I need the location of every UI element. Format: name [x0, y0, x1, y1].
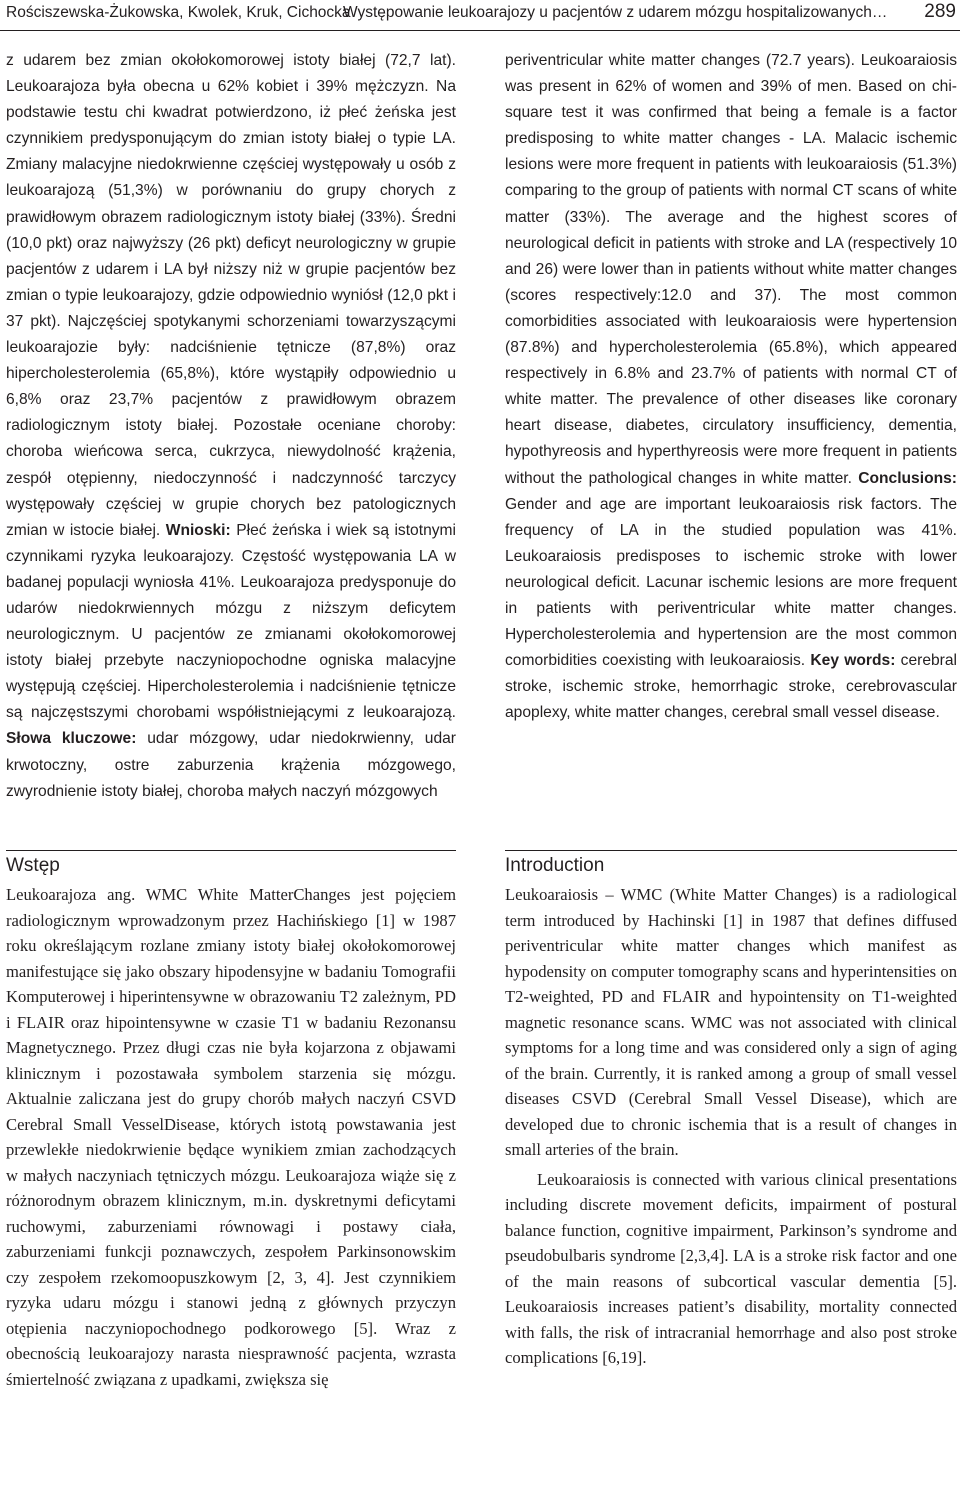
keywords-label-pl: Słowa kluczowe: [6, 730, 137, 748]
section-title-wstep: Wstęp [6, 855, 60, 876]
abstract-english [505, 48, 957, 726]
header-rule [0, 30, 960, 31]
keywords-text-en: cerebral stroke, ischemic stroke, hemorrhagic stroke, cerebrovascular apoplexy, white matter changes, cerebral small vessel disease. [505, 652, 958, 722]
abstract-results-pl-text: z udarem bez zmian okołokomorowej istoty białej (72,7 lat). Leukoarajoza była obecna u 62% kobiet i 39% mężczyzn. Na podstawie testu chi kwadrat potwierdzono, iż płeć żeńska jest czynnikiem predysponującym do zmian istoty białej o typie LA. Zmiany malacyjne niedokrwienne częściej występowały u osób z leukoarajozą (51,3%) w porównaniu do grupy chorych z prawidłowym obrazem radiologicznym istoty białej (33%). Średni (10,0 pkt) oraz najwyższy (26 pkt) deficyt neurologiczny w grupie pacjentów z udarem i LA był niższy niż w grupie pacjentów bez zmian o typie leukoarajozy, gdzie odpowiednio wyniósł (12,0 pkt i 37 pkt). Najczęściej spotykanymi schorzeniami towarzyszącymi leukoarajozie były: nadciśnienie tętnicze (87,8%) oraz hipercholesterolemia (65,8%), które wystąpiły odpowiednio u 6,8% oraz 23,7% pacjentów z prawidłowym obrazem radiologicznym istoty białej. Pozostałe oceniane choroby: choroba wieńcowa serca, cukrzyca, niewydolność krążenia, zespół otępienny, niedoczynność i nadczynność tarczycy występowały częściej w grupie chorych bez patologicznych zmian w istocie białej. [6, 52, 456, 539]
running-authors: Rościszewska-Żukowska, Kwolek, Kruk, Cichocka [6, 4, 351, 21]
section-title-introduction: Introduction [505, 855, 605, 876]
conclusions-text-en: Gender and age are important leukoaraiosis risk factors. The frequency of LA in the studied population was 41%. Leukoaraiosis predisposes to ischemic stroke with lower neurological deficit. Lacunar ischemic lesions are more frequent in patients with periventricular white matter changes. Hypercholesterolemia and hypertension are the most common comorbidities coexisting with leukoaraiosis. [505, 495, 957, 670]
conclusions-label-pl: Wnioski: [165, 521, 231, 539]
conclusions-label-en: Conclusions: [858, 469, 957, 487]
intro-paragraph-en-1: Leukoaraiosis – WMC (White Matter Changes) is a radiological term introduced by Hachinski [1] in 1987 that defines diffused periventricular white matter changes which manifest as hypodensity on computer tomography scans and hyperintensities on T2-weighted, PD and FLAIR and hypointensity on T1-weighted magnetic resonance scans. WMC was not associated with clinical symptoms for a long time and was considered only a sign of aging of the brain. Currently, it is ranked among a group of small vessel diseases CSVD (Cerebral Small Vessel Disease), which are developed due to chronic ischemia that is a result of changes in small arteries of the brain. [505, 885, 957, 1159]
page-header [0, 0, 960, 30]
conclusions-text-pl: Płeć żeńska i wiek są istotnymi czynnikami ryzyka leukoarajozy. Częstość występowania LA w badanej populacji wyniosła 41%. Leukoarajoza predysponuje do udarów niedokrwiennych mózgu z niższym deficytem neurologicznym. U pacjentów ze zmianami okołokomorowej istoty białej przebyte naczyniopochodne ogniska malacyjne występują częściej. Hipercholesterolemia i nadciśnienie tętnicze są najczęstszymi chorobami współistniejącymi z leukoarajozą. [6, 521, 456, 722]
intro-paragraph-pl-1: Leukoarajoza ang. WMC White MatterChanges jest pojęciem radiologicznym wprowadzonym przez Hachińskiego [1] w 1987 roku określającym rozlane zmiany istoty białej okołokomorowej manifestujące się jako obszary hipodensyjne w badaniu Tomografii Komputerowej i hiperintensywne w obrazowaniu T2 zależnym, PD i FLAIR oraz hipointensywne w czasie T1 w badaniu Rezonansu Magnetycznego. Przez długi czas nie była kojarzona z objawami klinicznym i pozostawała symbolem starzenia się mózgu. Aktualnie zaliczana jest do grupy chorób małych naczyń CSVD Cerebral Small VesselDisease, których istotą powstawania jest przewlekłe niedokrwienie będące wynikiem zmian zachodzących w małych naczyniach tętniczych mózgu. Leukoarajoza wiąże się z różnorodnym obrazem klinicznym, m.in. dyskretnymi deficytami ruchowymi, zaburzeniami równowagi i postawy ciała, zaburzeniami funkcji poznawczych, zespołem Parkinsonowskim czy zespołem rzekomoopuszkowym [2, 3, 4]. Jest czynnikiem ryzyka udaru mózgu i stanowi jedną z głównych przyczyn otępienia naczyniopochodnego podkorowego [5]. Wraz z obecnością leukoarajozy narasta niesprawność pacjenta, wzrasta śmiertelność związana z upadkami, zwiększa się [6, 885, 456, 1389]
intro-paragraph-en-2: Leukoaraiosis is connected with various clinical presentations including discrete movement deficits, impairment of postural balance function, cognitive impairment, Parkinson’s syndrome and pseudobulbaris syndrome [2,3,4]. LA is a stroke risk factor and one of the main reasons of subcortical vascular dementia [5]. Leukoaraiosis increases patient’s disability, mortality connected with falls, the risk of intracranial hemorrhage and also post stroke complications [6,19]. [505, 1169, 957, 1367]
abstract-results-en-text: periventricular white matter changes (72.7 years). Leukoaraiosis was present in 62% of women and 39% of men. Based on chi-square test it was confirmed that being a female is a factor predisposing to white matter changes - LA. Malacic ischemic lesions were more frequent in patients with leukoaraiosis (51.3%) comparing to the group of patients with normal CT scans of white matter (33%). The average and the highest scores of neurological deficit in patients with stroke and LA (respectively 10 and 26) were lower than in patients without white matter changes (scores respectively:12.0 and 37). The most common comorbidities associated with leukoaraiosis were hypertension (87.8%) and hypercholesterolemia (65.8%), which appeared respectively in 6.8% and 23.7% of patients with normal CT of white matter. The prevalence of other diseases like coronary heart disease, diabetes, circulatory insufficiency, dementia, hypothyreosis and hyperthyreosis were more frequent in patients without the pathological changes in white matter. [505, 52, 957, 487]
section-divider-left [6, 850, 456, 851]
intro-body-polish [6, 882, 456, 1392]
section-divider-right [505, 850, 957, 851]
keywords-text-pl: udar mózgowy, udar niedokrwienny, udar krwotoczny, ostre zaburzenia krążenia mózgowego, zwyrodnienie istoty białej, choroba małych naczyń mózgowych [6, 730, 456, 800]
abstract-polish [6, 48, 456, 805]
intro-body-english [505, 882, 957, 1371]
abstract-results-en [505, 48, 957, 726]
keywords-label-en: Key words: [810, 652, 896, 670]
running-title: Występowanie leukoarajozy u pacjentów z udarem mózgu hospitalizowanych… [343, 4, 888, 21]
abstract-results-pl [6, 48, 456, 805]
page-number: 289 [924, 1, 956, 22]
